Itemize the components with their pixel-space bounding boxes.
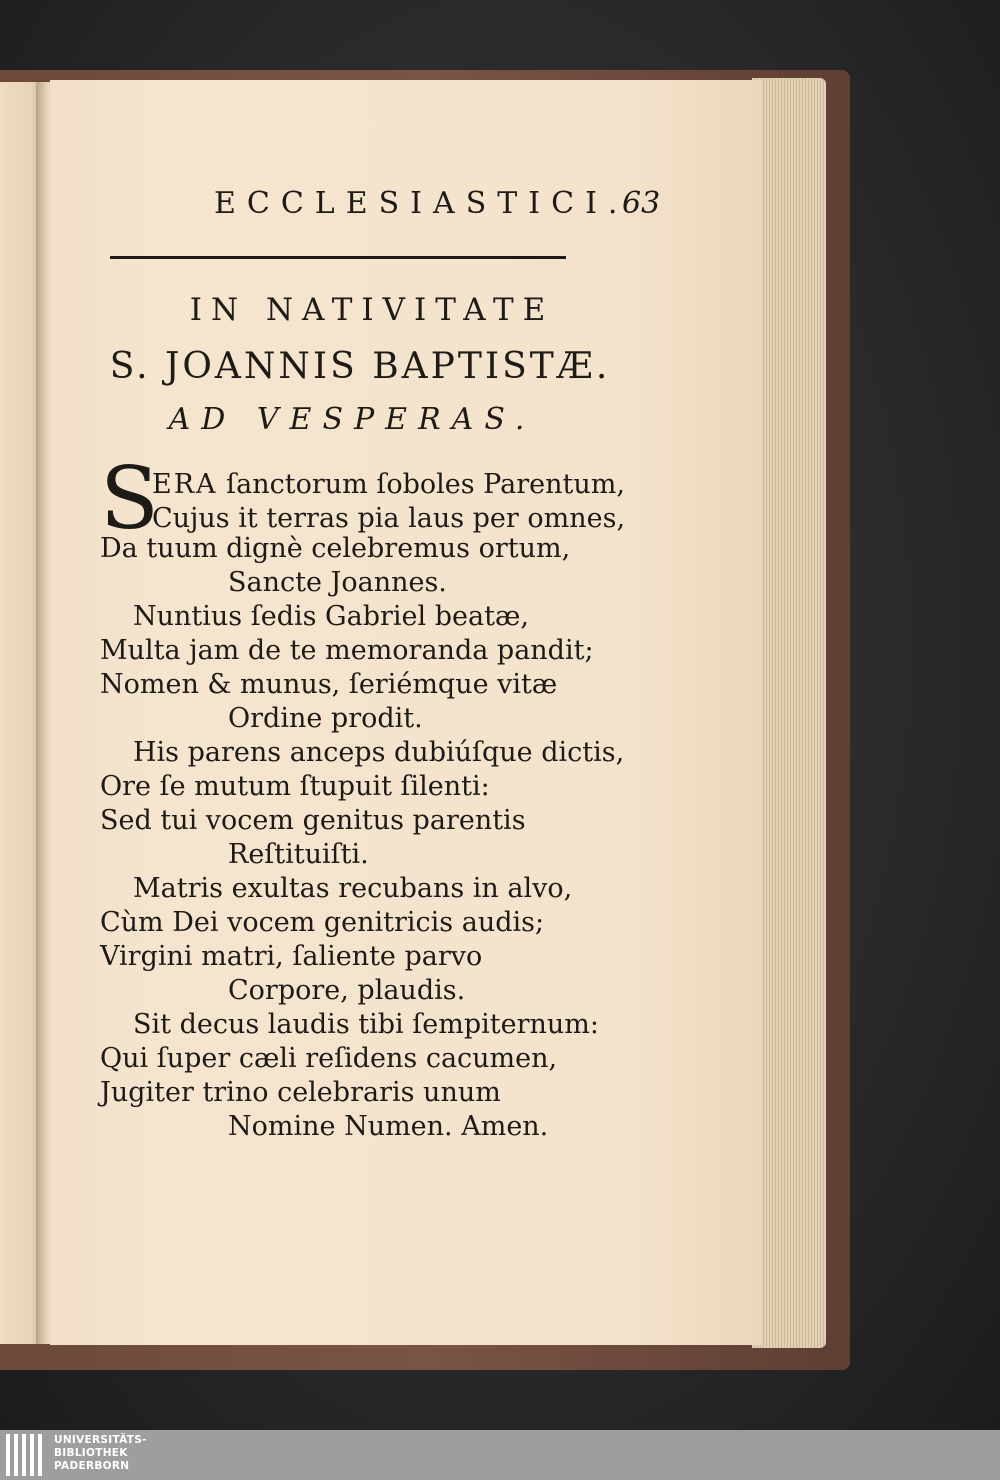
hymn-line: His parens anceps dubiúſque dictis, <box>133 737 625 768</box>
hymn-line: Sit decus laudis tibi ſempiternum: <box>133 1009 599 1040</box>
library-footer <box>0 1430 1000 1480</box>
hymn-line: Multa jam de te memoranda pandit; <box>100 635 594 666</box>
hymn-line: Reſtituiſti. <box>228 839 369 870</box>
hymn-line: Cùm Dei vocem genitricis audis; <box>100 907 545 938</box>
hymn-line: Ordine prodit. <box>228 703 423 734</box>
hymn-opening-lines <box>152 468 625 536</box>
hymn-line: Virgini matri, ſaliente parvo <box>100 941 483 972</box>
drop-cap: S <box>100 449 159 549</box>
hymn-line: Matris exultas recubans in alvo, <box>133 873 573 904</box>
page-number: 63 <box>622 186 661 221</box>
hymn-line: Nomen & munus, ſeriémque vitæ <box>100 669 558 700</box>
library-name: UNIVERSITÄTS- BIBLIOTHEK PADERBORN <box>54 1434 147 1472</box>
hymn-line: Sancte Joannes. <box>228 567 447 598</box>
hymn-line: Jugiter trino celebraris unum <box>100 1077 501 1108</box>
hymn-line: Corpore, plaudis. <box>228 975 466 1006</box>
library-logo-icon <box>6 1434 46 1476</box>
hymn-title-line-1: IN NATIVITATE <box>189 292 555 328</box>
hymn-line: Cujus it terras pia laus per omnes, <box>152 503 626 534</box>
header-rule <box>110 256 566 259</box>
running-head <box>110 186 750 226</box>
hymn-line: Sed tui vocem genitus parentis <box>100 805 526 836</box>
hymn-text <box>100 449 626 1144</box>
hymn-line: Qui ſuper cæli reſidens cacumen, <box>100 1043 558 1074</box>
running-title: ECCLESIASTICI. <box>214 186 629 221</box>
hymn-line: Nomine Numen. Amen. <box>228 1111 549 1142</box>
hymn-line: Nuntius ſedis Gabriel beatæ, <box>133 601 529 632</box>
page-edges <box>752 78 826 1348</box>
hymn-line: Ore ſe mutum ſtupuit ſilenti: <box>100 771 490 802</box>
hymn-line: ſanctorum ſoboles Parentum, <box>226 469 625 500</box>
hymn-title-line-2: S. JOANNIS BAPTISTÆ. <box>109 346 611 387</box>
hymn-opening <box>100 449 626 567</box>
hymn-line: Da tuum dignè celebremus ortum, <box>100 533 571 564</box>
hymn-title-line-3: AD VESPERAS. <box>168 402 536 437</box>
first-word-rest: ERA <box>152 469 218 500</box>
